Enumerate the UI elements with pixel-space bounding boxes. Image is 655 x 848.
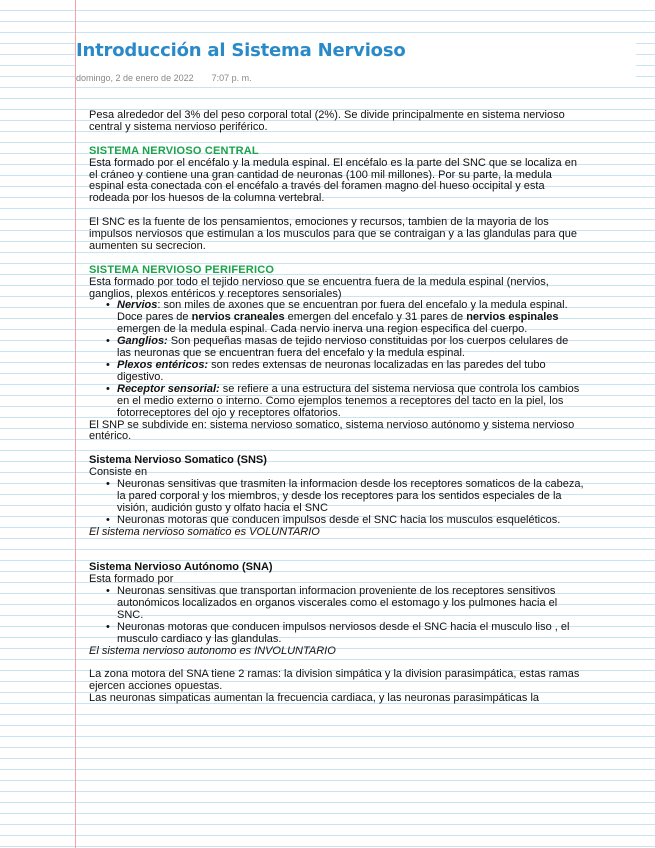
list-item: • Neuronas sensitivas que trasmiten la informacion desde los receptores somaticos de la cabeza, la pared corporal y los miembros, y desde los receptores para los sentidos especiales de la visión, audición gusto y olfato hacia el SNC [117,479,584,515]
intro-paragraph: Pesa alrededor del 3% del peso corporal total (2%). Se divide principalmente en sistema nervioso central y sistema nervioso periférico. [89,109,565,133]
sns-intro: Consiste en [89,466,148,479]
snp-paragraph-2: El SNP se subdivide en: sistema nervioso somatico, sistema nervioso autónomo y sistema nervioso entérico. [89,418,575,443]
list-item: • Ganglios: Son pequeñas masas de tejido nervioso constituidas por los cuerpos celulares de las neuronas que se encuentran fuera del encefalo y la medula espinal. [117,336,584,360]
sna-list [89,586,584,646]
sna-paragraph-2: Las neuronas simpaticas aumentan la frecuencia cardiaca, y las neuronas parasimpáticas la [89,692,540,705]
list-item: • Receptor sensorial: se refiere a una estructura del sistema nerviosa que controla los cambios en el medio externo o interno. Como ejemplos tenemos a receptores del tacto en la piel, los fotorreceptores del ojo y receptores olfatorios. [117,384,584,420]
list-item: • Neuronas motoras que conducen impulsos desde el SNC hacia los musculos esqueléticos. [117,515,584,527]
sns-list [89,479,584,527]
sna-intro: Esta formado por [89,573,174,586]
page-meta [76,72,636,84]
sna-note: El sistema nervioso autonomo es INVOLUNTARIO [89,644,336,657]
note-content[interactable] [89,110,584,705]
snc-heading: SISTEMA NERVIOSO CENTRAL [89,144,259,157]
sna-heading: Sistema Nervioso Autónomo (SNA) [89,561,273,574]
sns-heading: Sistema Nervioso Somatico (SNS) [89,454,267,467]
snp-heading: SISTEMA NERVIOSO PERIFERICO [89,263,275,276]
snc-paragraph-1: Esta formado por el encéfalo y la medula espinal. El encéfalo es la parte del SNC que se localiza en el cráneo y contiene una gran cantidad de neuronas (100 mil millones). Por su parte, la medula espinal esta conectada con el encéfalo a través del foramen magno del hueso occipital y esta rodeada por los huesos de la columna vertebral. [89,156,577,205]
sna-paragraph-1: La zona motora del SNA tiene 2 ramas: la division simpática y la division parasimpática, estas ramas ejercen acciones opuestas. [89,668,580,693]
page-margin-line [75,0,76,848]
list-item: • Neuronas motoras que conducen impulsos nerviosos desde el SNC hacia el musculo liso , el musculo cardiaco y las glandulas. [117,622,584,646]
list-item: • Neuronas sensitivas que transportan informacion proveniente de los receptores sensitivos autonómicos localizados en organos viscerales como el estomago y los pulmones hacia el SNC. [117,586,584,622]
sns-note: El sistema nervioso somatico es VOLUNTARIO [89,525,320,538]
snp-paragraph-1: Esta formado por todo el tejido nervioso que se encuentra fuera de la medula espinal (nervios, ganglios, plexos entéricos y receptores sensoriales) [89,275,549,300]
list-item: • Plexos entéricos: son redes extensas de neuronas localizadas en las paredes del tubo digestivo. [117,360,584,384]
snp-list [89,300,584,419]
page-title[interactable]: Introducción al Sistema Nervioso [76,40,406,61]
page-date: domingo, 2 de enero de 2022 [76,73,194,83]
page-header [76,38,636,84]
page-time: 7:07 p. m. [211,73,252,83]
snc-paragraph-2: El SNC es la fuente de los pensamientos, emociones y recursos, tambien de la mayoria de los impulsos nerviosos que estimulan a los musculos para que se contraigan y a las glandulas para que aumenten su secrecion. [89,216,577,252]
list-item: • Nervios: son miles de axones que se encuentran por fuera del encefalo y la medula espinal. Doce pares de nervios craneales emergen del encefalo y 31 pares de nervios espinales emergen de la medula espinal. Cada nervio inerva una region especifica del cuerpo. [117,300,584,336]
